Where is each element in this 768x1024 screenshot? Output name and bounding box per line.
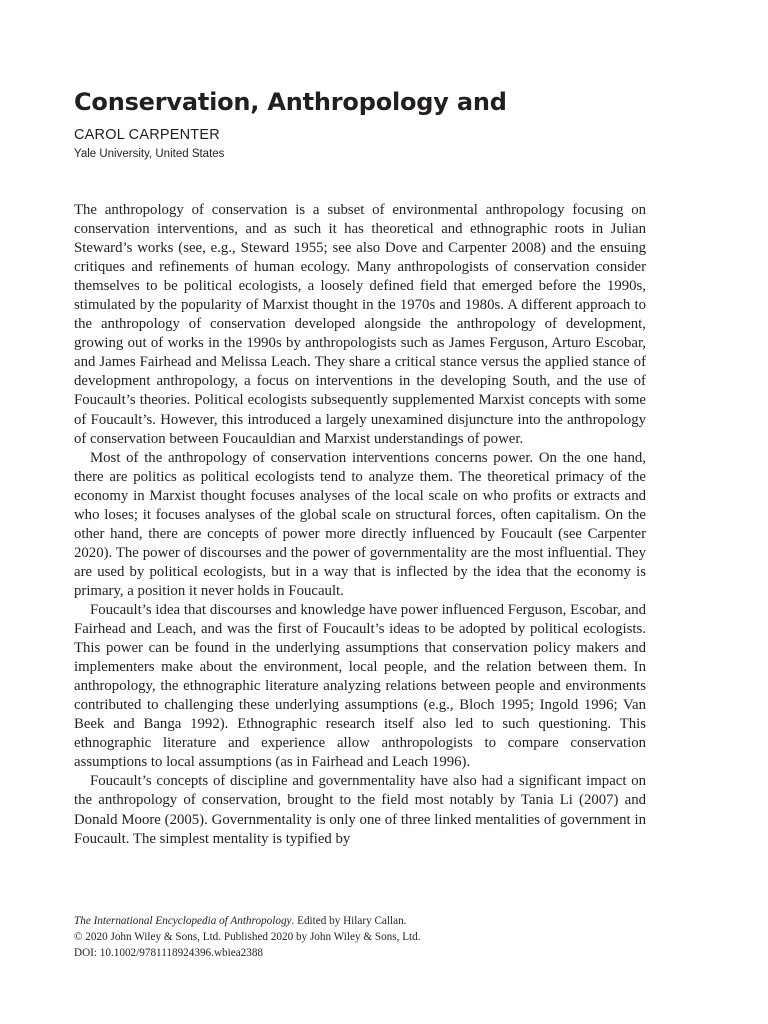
paragraph-1: The anthropology of conservation is a subset of environmental anthropology focusing on conservation interventions, and as such it has theoretical and ethnographic roots in Julian Steward’s works (see, e.g., Steward 1955; see also Dove and Carpenter 2008) and the ensuing critiques and refinements of human ecology. Many anthropologists of conservation consider themselves to be political ecologists, a loosely defined field that emerged before the 1990s, stimulated by the popularity of Marxist thought in the 1970s and 1980s. A different approach to the anthropology of conservation developed alongside the anthropology of development, growing out of works in the 1990s by anthropologists such as James Ferguson, Arturo Escobar, and James Fairhead and Melissa Leach. They share a critical stance versus the applied stance of development anthropology, a focus on interventions in the developing South, and the use of Foucault’s theories. Political ecologists subsequently supplemented Marxist concepts with some of Foucault’s. However, this introduced a largely unexamined disjuncture into the anthropology of conservation between Foucauldian and Marxist understandings of power. — [74, 202, 646, 447]
encyclopedia-title: The International Encyclopedia of Anthropology — [74, 915, 292, 927]
paragraph-3: Foucault’s idea that discourses and knowledge have power influenced Ferguson, Escobar, and Fairhead and Leach, and was the first of Foucault’s ideas to be adopted by political ecologists. This power can be found in the underlying assumptions that conservation policy makers and implementers make about the environment, local people, and the relation between them. In anthropology, the ethnographic literature analyzing relations between people and environments contributed to challenging these underlying assumptions (e.g., Bloch 1995; Ingold 1996; Van Beek and Banga 1992). Ethnographic research itself also led to such questioning. This ethnographic literature and experience allow anthropologists to compare conservation assumptions to local assumptions (as in Fairhead and Leach 1996). — [74, 601, 646, 771]
citation-source — [74, 913, 421, 929]
paragraph-4: Foucault’s concepts of discipline and governmentality have also had a significant impact on the anthropology of conservation, brought to the field most notably by Tania Li (2007) and Donald Moore (2005). Governmentality is only one of three linked mentalities of government in Foucault. The simplest mentality is typified by — [74, 773, 646, 847]
author-affiliation: Yale University, United States — [74, 148, 225, 160]
article-title: Conservation, Anthropology and — [74, 88, 507, 116]
copyright-line: © 2020 John Wiley & Sons, Ltd. Published 2020 by John Wiley & Sons, Ltd. — [74, 931, 421, 943]
doi-line: DOI: 10.1002/9781118924396.wbiea2388 — [74, 947, 264, 959]
author-name: CAROL CARPENTER — [74, 127, 220, 143]
citation-editor: . Edited by Hilary Callan. — [291, 915, 407, 927]
citation-footer — [74, 913, 421, 961]
article-body — [74, 201, 646, 849]
paragraph-2: Most of the anthropology of conservation interventions concerns power. On the one hand, there are politics as political ecologists tend to analyze them. The theoretical primacy of the economy in Marxist thought focuses analyses of the local scale on who profits or extracts and who loses; it focuses analyses of the global scale on structural forces, often capitalism. On the other hand, there are concepts of power more directly influenced by Foucault (see Carpenter 2020). The power of discourses and the power of governmentality are the most influential. They are used by political ecologists, but in a way that is inflected by the idea that the economy is primary, a position it never holds in Foucault. — [74, 449, 646, 599]
